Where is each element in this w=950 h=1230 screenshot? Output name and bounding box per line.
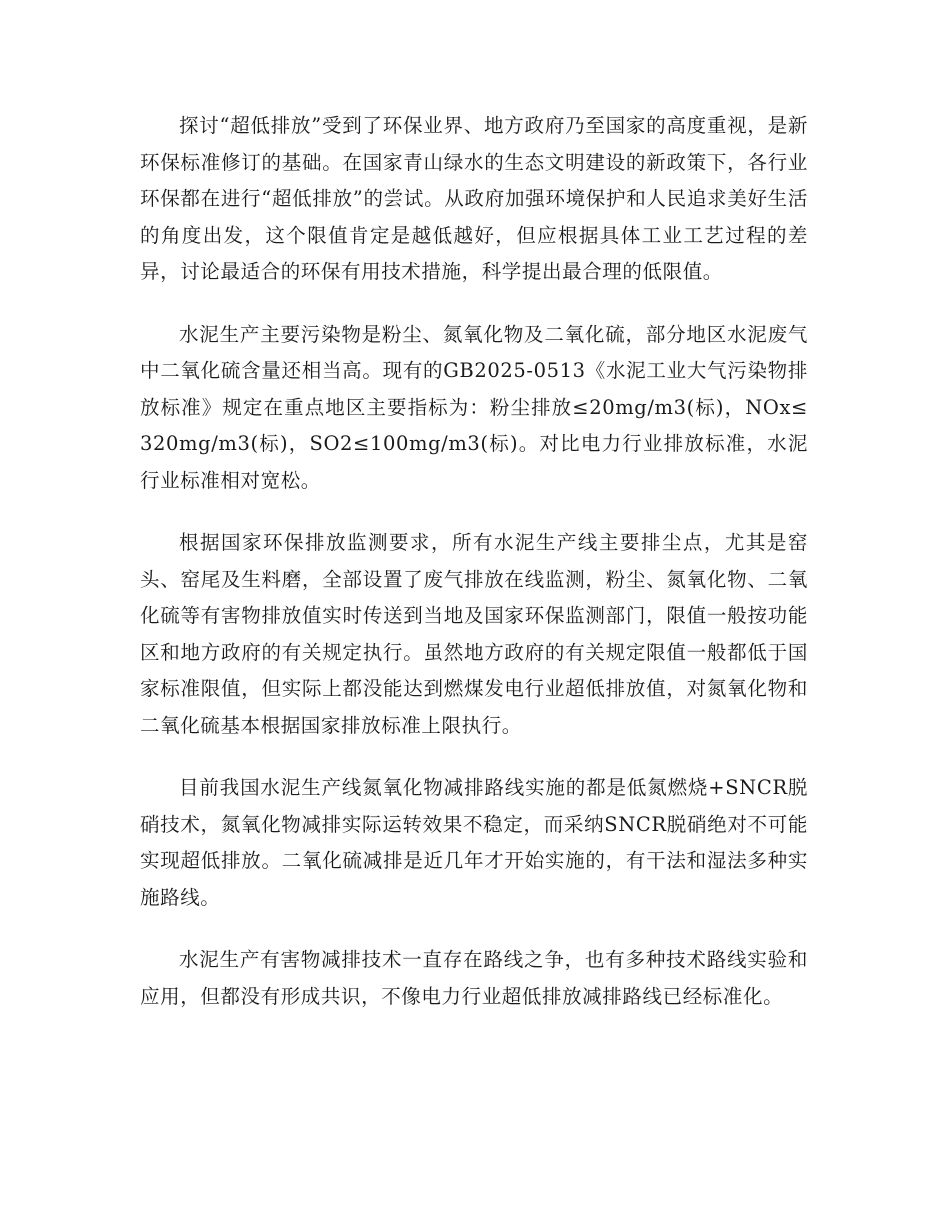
- paragraph-3: 根据国家环保排放监测要求，所有水泥生产线主要排尘点，尤其是窑头、窑尾及生料磨，全部设置了废气排放在线监测，粉尘、氮氧化物、二氧化硫等有害物排放值实时传送到当地及国家环保监测部门，限值一般按功能区和地方政府的有关规定执行。虽然地方政府的有关规定限值一般都低于国家标准限值，但实际上都没能达到燃煤发电行业超低排放值，对氮氧化物和二氧化硫基本根据国家排放标准上限执行。: [140, 531, 808, 737]
- document-body: [140, 108, 808, 1041]
- paragraph-2: 水泥生产主要污染物是粉尘、氮氧化物及二氧化硫，部分地区水泥废气中二氧化硫含量还相当高。现有的GB2025-0513《水泥工业大气污染物排放标准》规定在重点地区主要指标为：粉尘排放≤20mg/m3(标)，NOx≤320mg/m3(标)，SO2≤100mg/m3(标)。对比电力行业排放标准，水泥行业标准相对宽松。: [140, 322, 808, 492]
- paragraph-1: 探讨“超低排放”受到了环保业界、地方政府乃至国家的高度重视，是新环保标准修订的基础。在国家青山绿水的生态文明建设的新政策下，各行业环保都在进行“超低排放”的尝试。从政府加强环境保护和人民追求美好生活的角度出发，这个限值肯定是越低越好，但应根据具体工业工艺过程的差异，讨论最适合的环保有用技术措施，科学提出最合理的低限值。: [140, 114, 808, 283]
- paragraph-4: 目前我国水泥生产线氮氧化物减排路线实施的都是低氮燃烧+SNCR脱硝技术，氮氧化物减排实际运转效果不稳定，而采纳SNCR脱硝绝对不可能实现超低排放。二氧化硫减排是近几年才开始实施的，有干法和湿法多种实施路线。: [140, 776, 808, 909]
- paragraph-5: 水泥生产有害物减排技术一直存在路线之争，也有多种技术路线实验和应用，但都没有形成共识，不像电力行业超低排放减排路线已经标准化。: [140, 948, 808, 1008]
